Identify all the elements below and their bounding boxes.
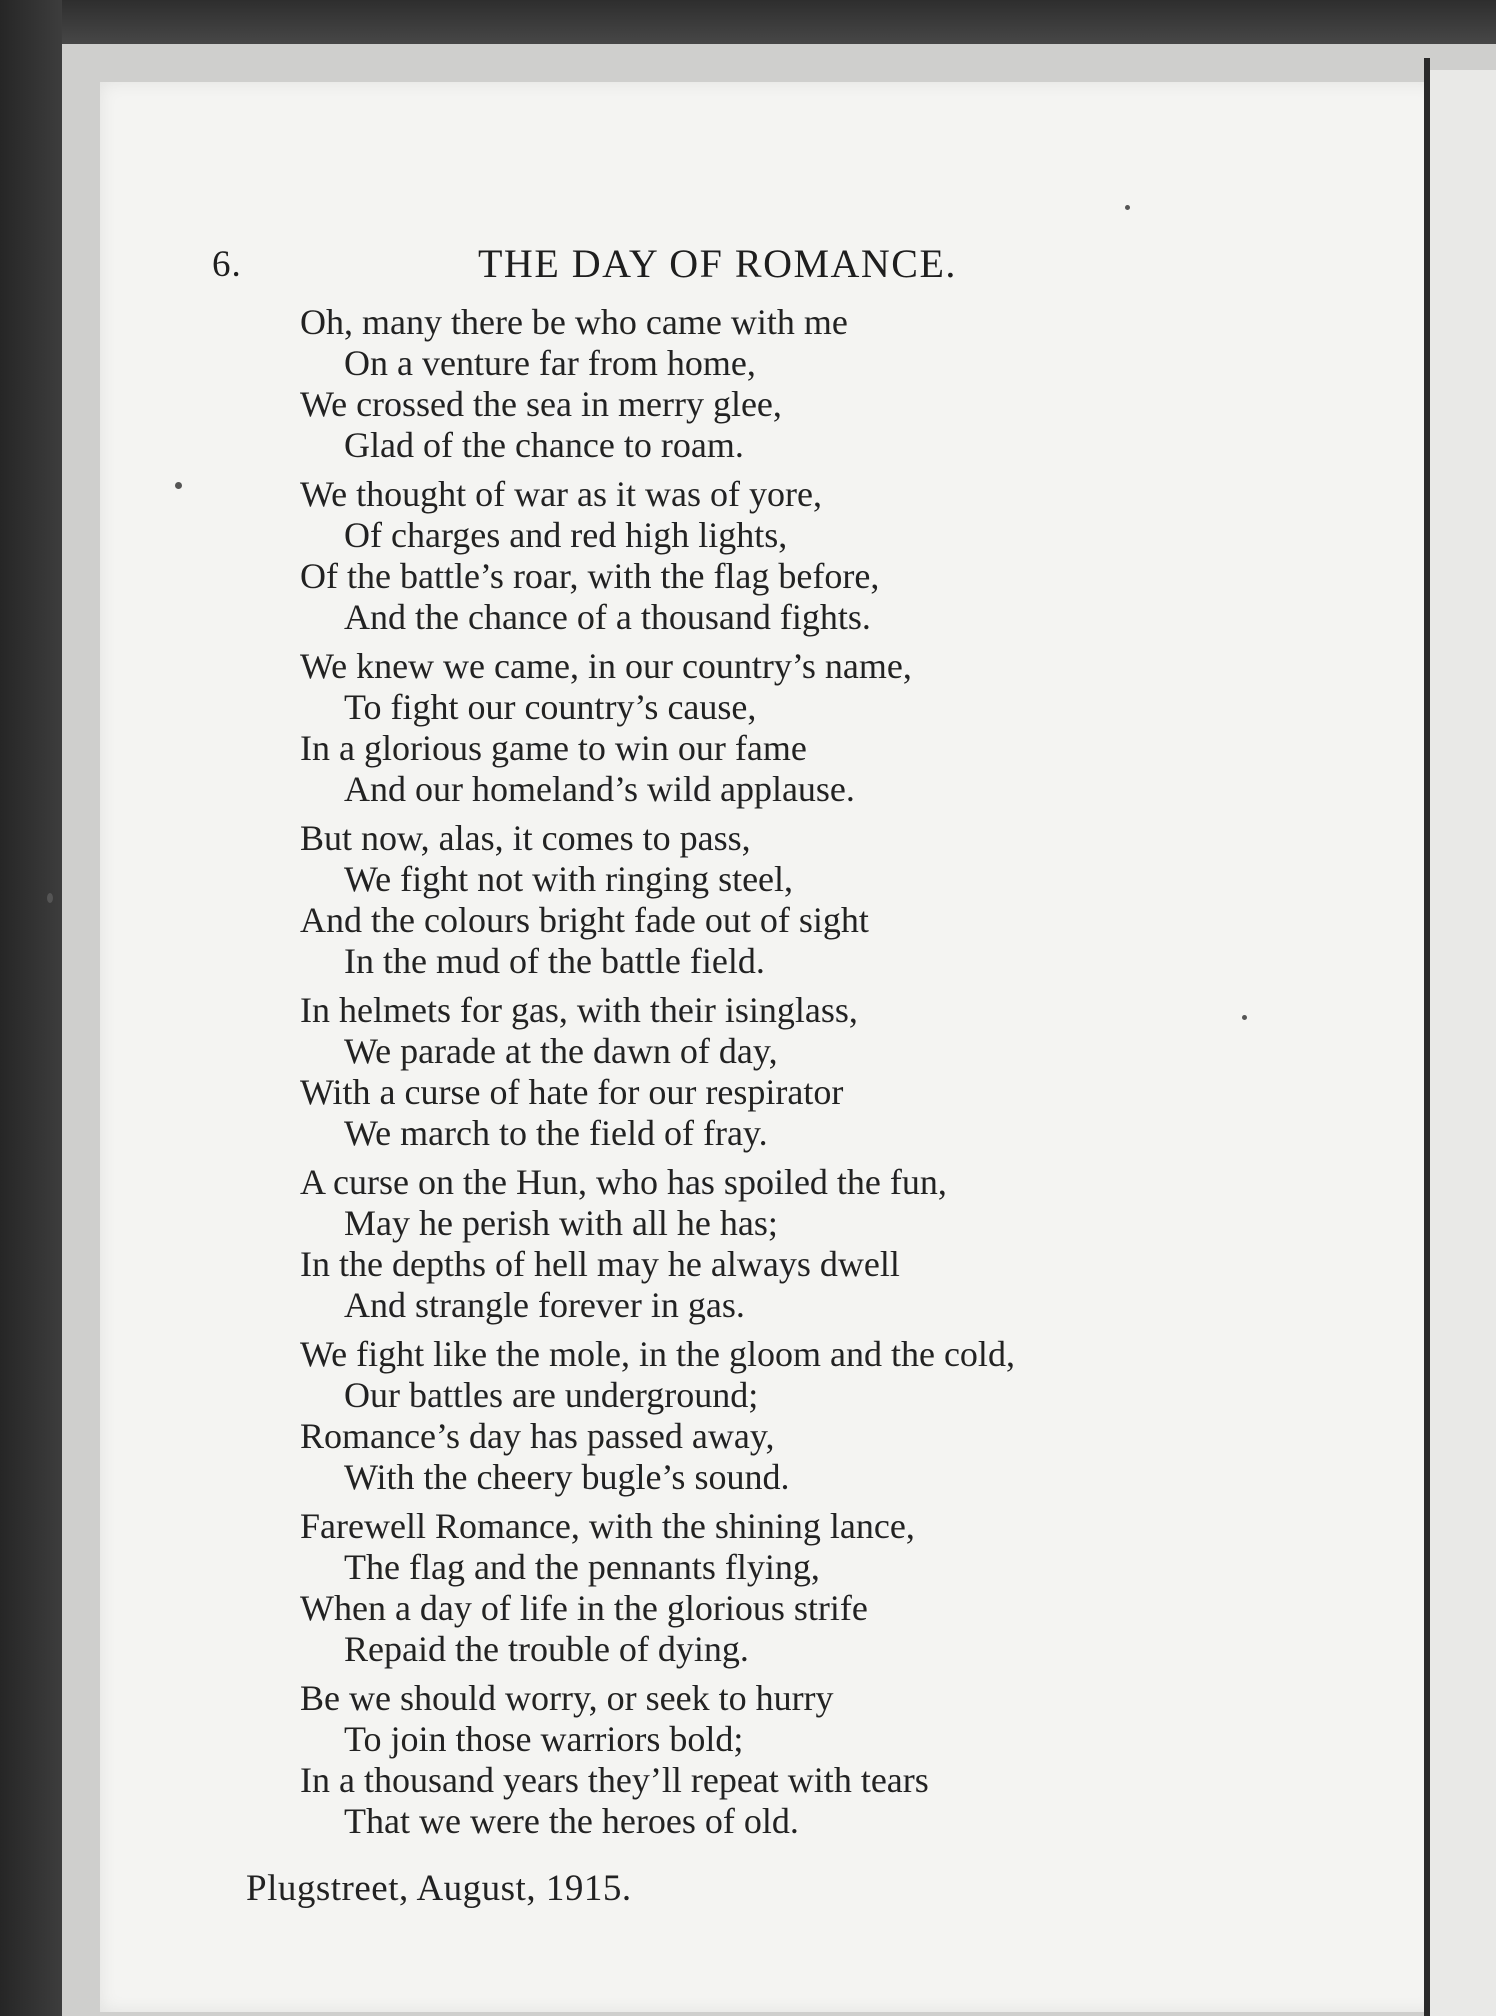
poem-line: The flag and the pennants flying,	[344, 1547, 820, 1587]
poem-line: In the mud of the battle field.	[344, 941, 765, 981]
poem-line: We crossed the sea in merry glee,	[300, 384, 782, 424]
poem-line: With the cheery bugle’s sound.	[344, 1457, 790, 1497]
poem-line: Repaid the trouble of dying.	[344, 1629, 749, 1669]
page-number: 6.	[212, 244, 242, 285]
poem-line: And our homeland’s wild applause.	[344, 769, 855, 809]
poem-line: Be we should worry, or seek to hurry	[300, 1678, 834, 1718]
poem-line: To join those warriors bold;	[344, 1719, 744, 1759]
paper-speck	[1125, 205, 1130, 210]
scan-background-left	[0, 0, 62, 2016]
poem-signature: Plugstreet, August, 1915.	[246, 1868, 632, 1909]
poem-line: We thought of war as it was of yore,	[300, 474, 822, 514]
poem-stanza	[300, 302, 1280, 466]
poem-line: When a day of life in the glorious strife	[300, 1588, 868, 1628]
poem-stanza	[300, 990, 1280, 1154]
adjacent-page-edge	[1430, 70, 1496, 2016]
poem-line: We fight not with ringing steel,	[344, 859, 794, 899]
poem-stanza	[300, 818, 1280, 982]
poem-line: In a thousand years they’ll repeat with tears	[300, 1760, 929, 1800]
poem-line: We knew we came, in our country’s name,	[300, 646, 912, 686]
poem-line: Of charges and red high lights,	[344, 515, 788, 555]
poem-line: We fight like the mole, in the gloom and the cold,	[300, 1334, 1015, 1374]
poem-line: And strangle forever in gas.	[344, 1285, 745, 1325]
poem-title: THE DAY OF ROMANCE.	[478, 241, 957, 286]
poem-line: Glad of the chance to roam.	[344, 425, 744, 465]
poem-line: Romance’s day has passed away,	[300, 1416, 775, 1456]
poem-line: Our battles are underground;	[344, 1375, 759, 1415]
poem-line: In a glorious game to win our fame	[300, 728, 807, 768]
poem-body	[300, 302, 1280, 1850]
poem-line: May he perish with all he has;	[344, 1203, 778, 1243]
poem-line: On a venture far from home,	[344, 343, 756, 383]
poem-stanza	[300, 1678, 1280, 1842]
paper-speck	[47, 893, 53, 903]
poem-line: A curse on the Hun, who has spoiled the fun,	[300, 1162, 947, 1202]
poem-line: And the chance of a thousand fights.	[344, 597, 871, 637]
poem-stanza	[300, 474, 1280, 638]
poem-line: Oh, many there be who came with me	[300, 302, 848, 342]
poem-stanza	[300, 1334, 1280, 1498]
poem-stanza	[300, 646, 1280, 810]
poem-line: But now, alas, it comes to pass,	[300, 818, 751, 858]
poem-line: That we were the heroes of old.	[344, 1801, 799, 1841]
poem-line: In the depths of hell may he always dwell	[300, 1244, 900, 1284]
poem-line: And the colours bright fade out of sight	[300, 900, 869, 940]
poem-line: With a curse of hate for our respirator	[300, 1072, 844, 1112]
paper-speck	[1242, 1015, 1247, 1020]
poem-line: Farewell Romance, with the shining lance,	[300, 1506, 915, 1546]
scan-background-top	[0, 0, 1496, 50]
poem-line: To fight our country’s cause,	[344, 687, 757, 727]
poem-line: We march to the field of fray.	[344, 1113, 768, 1153]
poem-stanza	[300, 1162, 1280, 1326]
poem-stanza	[300, 1506, 1280, 1670]
poem-line: In helmets for gas, with their isinglass,	[300, 990, 858, 1030]
paper-speck	[175, 482, 182, 489]
poem-line: We parade at the dawn of day,	[344, 1031, 778, 1071]
poem-line: Of the battle’s roar, with the flag before,	[300, 556, 880, 596]
